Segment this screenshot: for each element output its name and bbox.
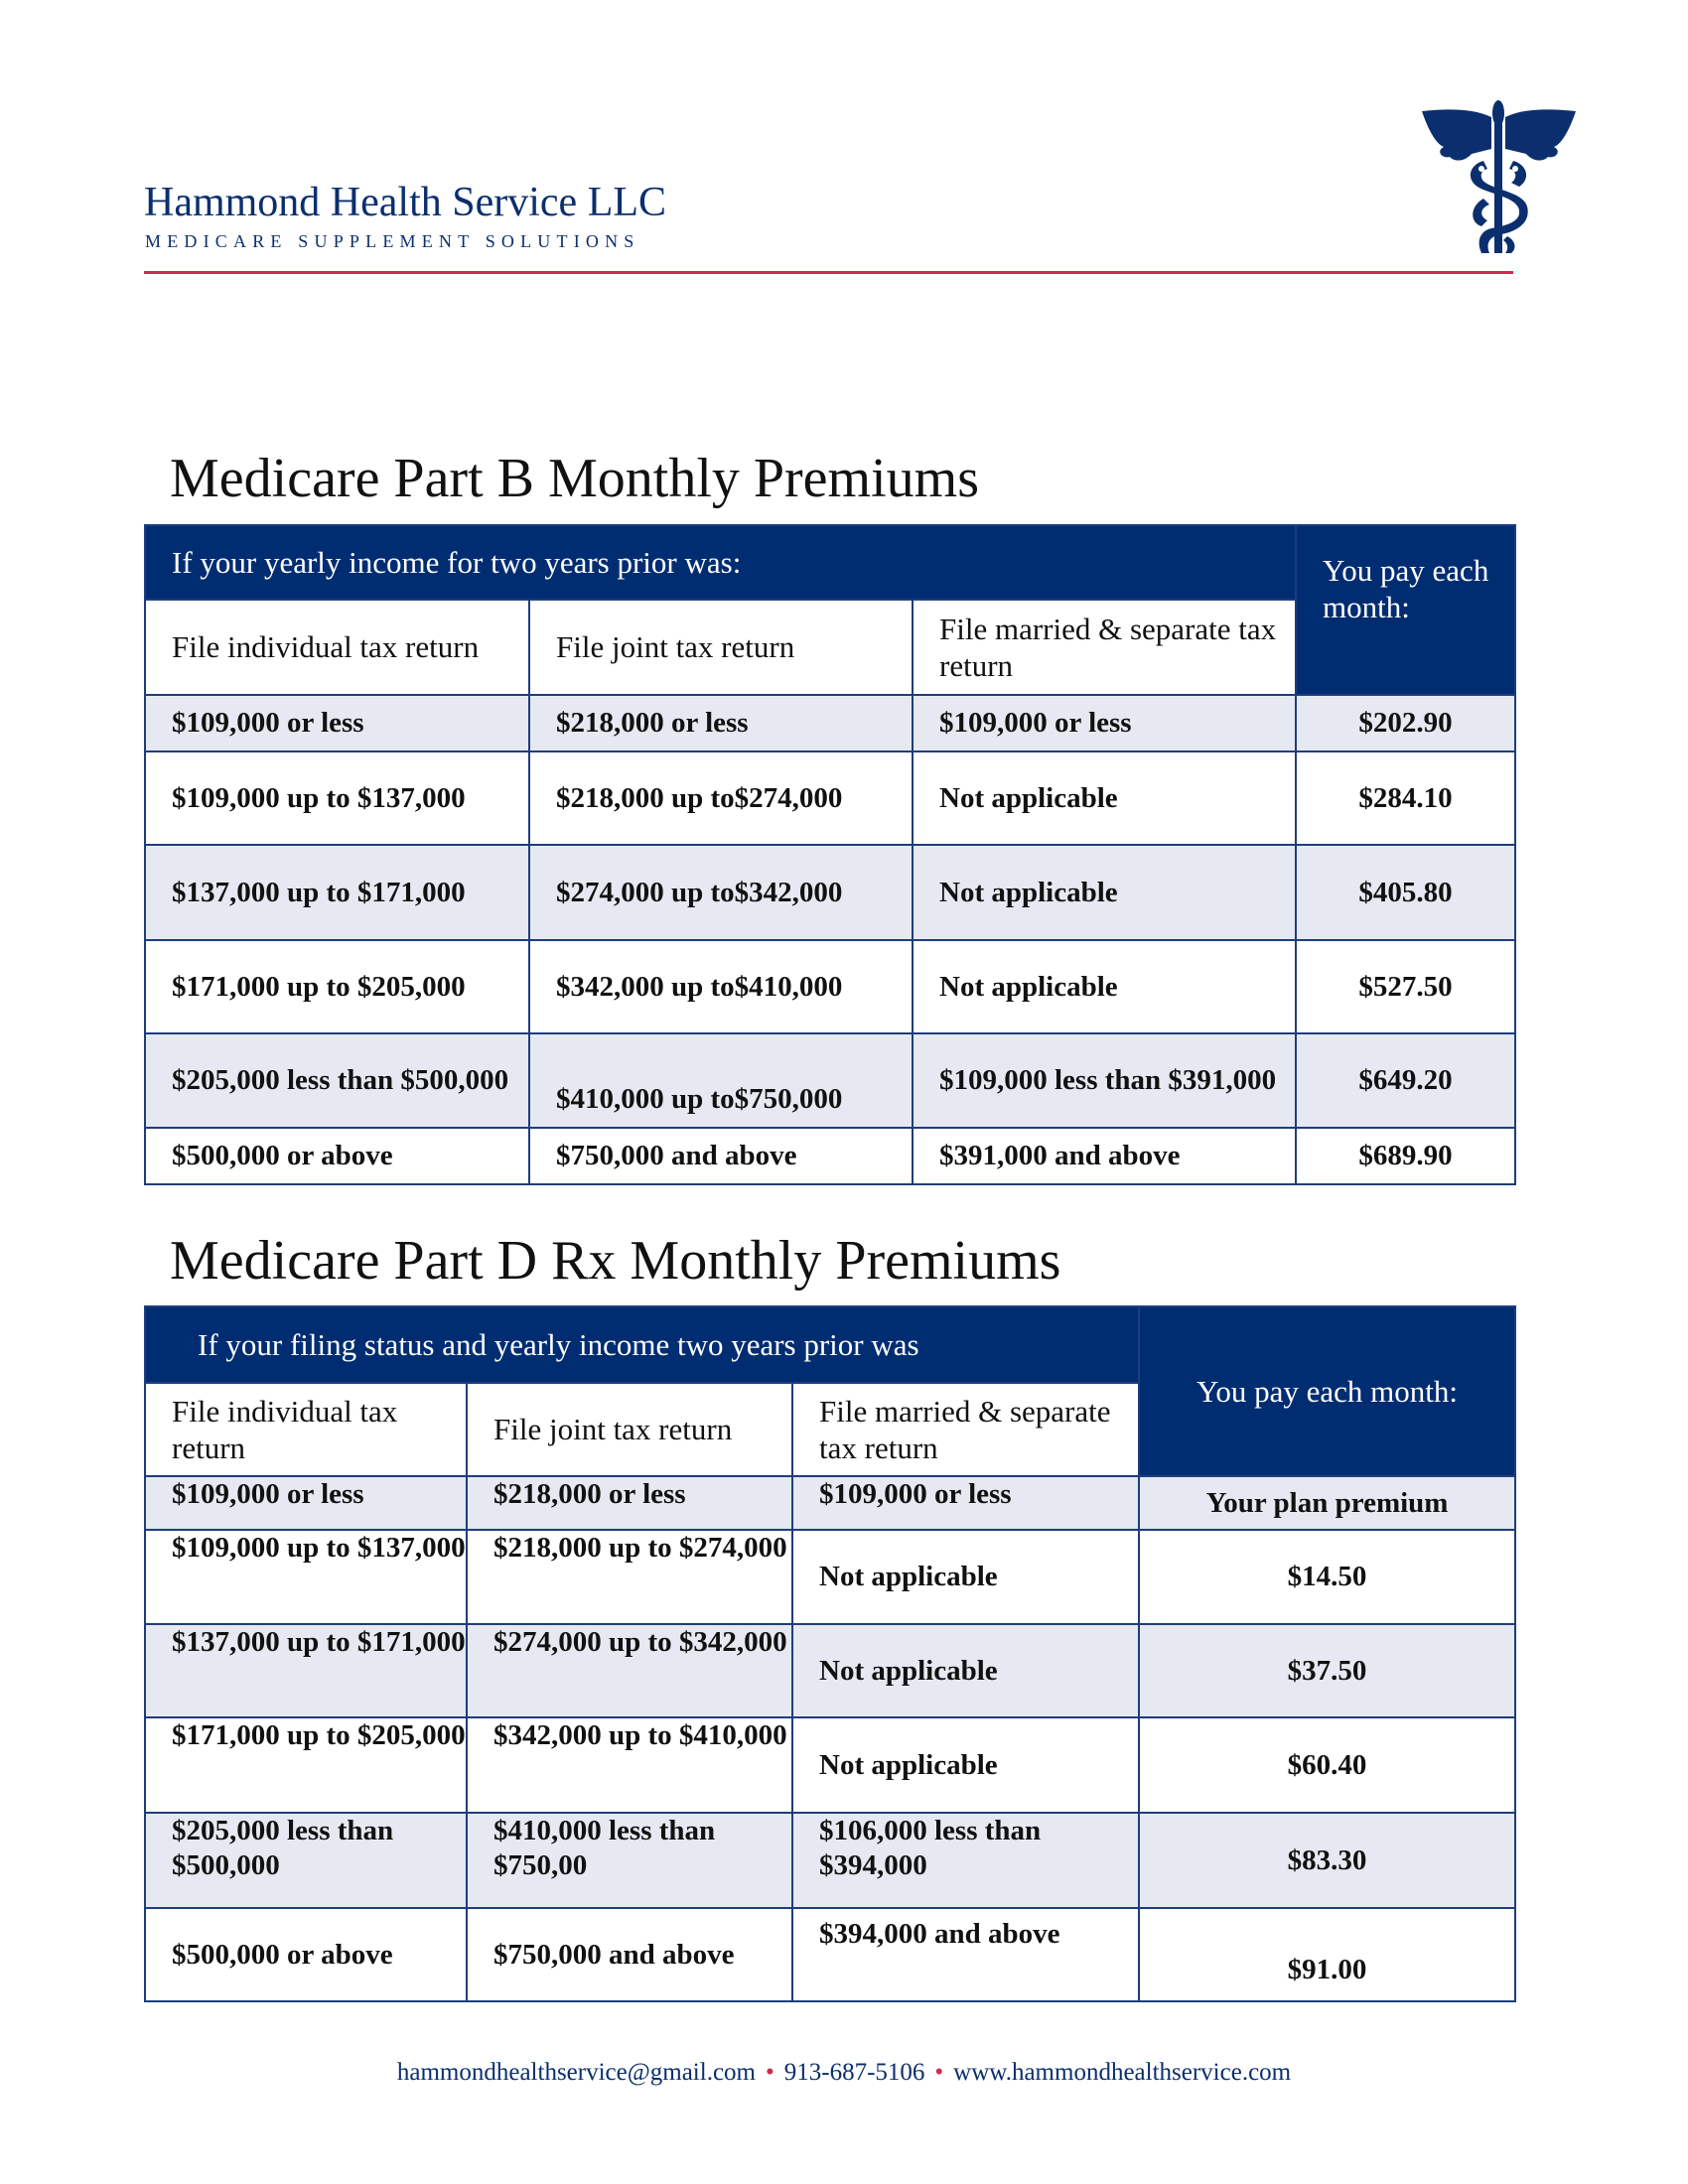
cell-married: Not applicable [792, 1717, 1139, 1813]
cell-married: $391,000 and above [913, 1128, 1296, 1184]
part-b-pay-header: You pay each month: [1296, 525, 1515, 695]
cell-individual: $171,000 up to $205,000 [145, 1717, 467, 1813]
table-row [145, 1813, 1515, 1908]
cell-pay: $60.40 [1139, 1717, 1515, 1813]
cell-joint: $218,000 up to $274,000 [467, 1530, 792, 1624]
cell-individual: $171,000 up to $205,000 [145, 940, 529, 1033]
cell-pay: $37.50 [1139, 1624, 1515, 1717]
cell-married: Not applicable [913, 940, 1296, 1033]
column-header-individual: File individual tax return [145, 1383, 467, 1476]
company-tagline: MEDICARE SUPPLEMENT SOLUTIONS [145, 231, 640, 251]
table-row [145, 751, 1515, 845]
table-row [145, 1717, 1515, 1813]
cell-individual: $137,000 up to $171,000 [145, 845, 529, 940]
cell-married: Not applicable [792, 1530, 1139, 1624]
column-header-married: File married & separate tax return [913, 600, 1296, 695]
cell-married: $109,000 or less [913, 695, 1296, 751]
cell-married: $109,000 or less [792, 1476, 1139, 1530]
part-d-group-header: If your filing status and yearly income two years prior was [145, 1306, 1139, 1383]
header-divider [144, 271, 1513, 274]
part-d-pay-header: You pay each month: [1139, 1306, 1515, 1476]
table-row [145, 845, 1515, 940]
cell-individual: $500,000 or above [145, 1908, 467, 2001]
table-row [145, 1128, 1515, 1184]
caduceus-icon [1422, 99, 1576, 254]
table-row [145, 1476, 1515, 1530]
column-header-individual: File individual tax return [145, 600, 529, 695]
cell-individual: $109,000 up to $137,000 [145, 1530, 467, 1624]
cell-married: Not applicable [792, 1624, 1139, 1717]
cell-pay: Your plan premium [1139, 1476, 1515, 1530]
cell-individual: $500,000 or above [145, 1128, 529, 1184]
separator-dot: • [934, 2059, 944, 2086]
part-b-table [144, 524, 1516, 1185]
cell-pay: $14.50 [1139, 1530, 1515, 1624]
column-header-joint: File joint tax return [467, 1383, 792, 1476]
cell-joint: $750,000 and above [529, 1128, 913, 1184]
cell-individual: $205,000 less than $500,000 [145, 1033, 529, 1128]
column-header-married: File married & separate tax return [792, 1383, 1139, 1476]
cell-married: Not applicable [913, 751, 1296, 845]
table-row [145, 1530, 1515, 1624]
column-header-joint: File joint tax return [529, 600, 913, 695]
cell-individual: $137,000 up to $171,000 [145, 1624, 467, 1717]
footer-contact [0, 2059, 1688, 2087]
table-row [145, 695, 1515, 751]
cell-individual: $109,000 or less [145, 695, 529, 751]
part-d-table [144, 1305, 1516, 2002]
cell-pay: $284.10 [1296, 751, 1515, 845]
cell-pay: $649.20 [1296, 1033, 1515, 1128]
part-d-title: Medicare Part D Rx Monthly Premiums [170, 1230, 1061, 1292]
footer-email[interactable]: hammondhealthservice@gmail.com [396, 2059, 756, 2086]
cell-pay: $83.30 [1139, 1813, 1515, 1908]
cell-pay: $527.50 [1296, 940, 1515, 1033]
cell-individual: $109,000 or less [145, 1476, 467, 1530]
cell-pay: $405.80 [1296, 845, 1515, 940]
cell-pay: $689.90 [1296, 1128, 1515, 1184]
cell-joint: $218,000 or less [467, 1476, 792, 1530]
cell-married: Not applicable [913, 845, 1296, 940]
table-row [145, 1908, 1515, 2001]
cell-pay: $91.00 [1139, 1908, 1515, 2001]
table-row [145, 940, 1515, 1033]
table-row [145, 1033, 1515, 1128]
cell-joint: $274,000 up to$342,000 [529, 845, 913, 940]
separator-dot: • [765, 2059, 774, 2086]
cell-individual: $109,000 up to $137,000 [145, 751, 529, 845]
cell-pay: $202.90 [1296, 695, 1515, 751]
cell-married: $109,000 less than $391,000 [913, 1033, 1296, 1128]
cell-joint: $750,000 and above [467, 1908, 792, 2001]
part-b-title: Medicare Part B Monthly Premiums [170, 448, 980, 509]
cell-joint: $342,000 up to$410,000 [529, 940, 913, 1033]
footer-phone[interactable]: 913-687-5106 [783, 2059, 925, 2086]
cell-married: $394,000 and above [792, 1908, 1139, 2001]
cell-joint: $410,000 up to$750,000 [529, 1033, 913, 1128]
cell-joint: $274,000 up to $342,000 [467, 1624, 792, 1717]
cell-joint: $342,000 up to $410,000 [467, 1717, 792, 1813]
cell-individual: $205,000 less than $500,000 [145, 1813, 467, 1908]
part-b-group-header: If your yearly income for two years prior was: [145, 525, 1296, 600]
cell-joint: $218,000 or less [529, 695, 913, 751]
cell-joint: $410,000 less than $750,00 [467, 1813, 792, 1908]
cell-married: $106,000 less than $394,000 [792, 1813, 1139, 1908]
cell-joint: $218,000 up to$274,000 [529, 751, 913, 845]
footer-website[interactable]: www.hammondhealthservice.com [953, 2059, 1292, 2086]
company-name: Hammond Health Service LLC [144, 180, 667, 225]
table-row [145, 1624, 1515, 1717]
